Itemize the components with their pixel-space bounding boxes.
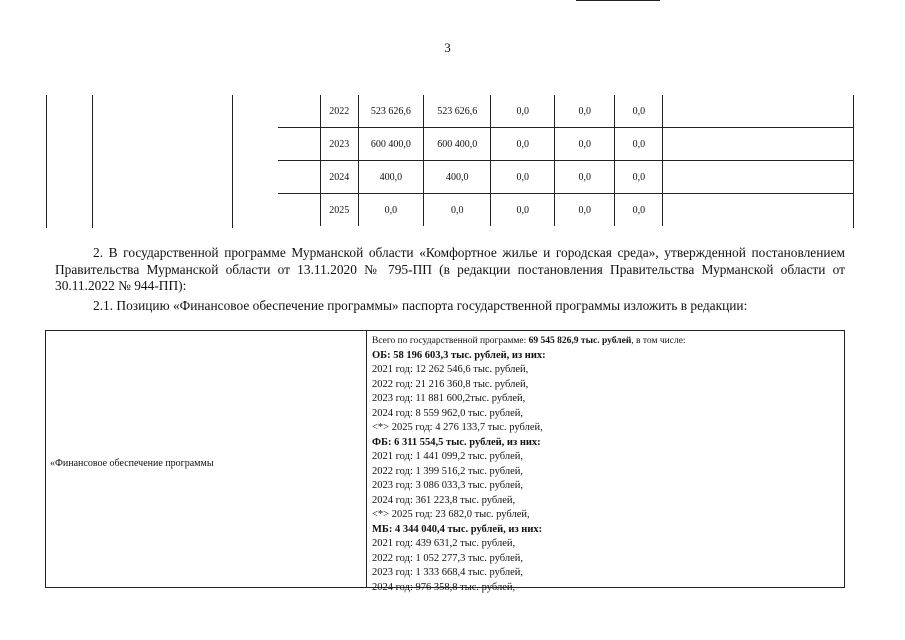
ob-year-line: 2023 год: 11 881 600,2тыс. рублей, — [372, 393, 526, 404]
ob-year-line: 2021 год: 12 262 546,6 тыс. рублей, — [372, 364, 529, 375]
value-cell: 0,0 — [555, 95, 615, 128]
mb-year-line: 2021 год: 439 631,2 тыс. рублей, — [372, 538, 516, 549]
table-divider — [232, 95, 233, 228]
financing-details — [372, 334, 840, 595]
value-cell: 0,0 — [424, 194, 491, 227]
value-cell: 600 400,0 — [424, 128, 491, 161]
table-row — [278, 161, 854, 194]
table-row — [278, 194, 854, 227]
table-border-left — [46, 95, 47, 228]
fb-year-line: 2022 год: 1 399 516,2 тыс. рублей, — [372, 465, 524, 477]
table-cell-empty — [278, 128, 320, 161]
fb-year-line: 2021 год: 1 441 099,2 тыс. рублей, — [372, 451, 524, 462]
table-cell-empty — [278, 95, 320, 128]
mb-year-line: 2023 год: 1 333 668,4 тыс. рублей, — [372, 567, 524, 578]
table-divider — [366, 331, 367, 587]
year-cell: 2024 — [320, 161, 358, 194]
financing-total: 69 545 826,9 тыс. рублей — [528, 336, 632, 346]
value-cell: 0,0 — [491, 194, 555, 227]
table-cell-empty — [663, 194, 854, 227]
fb-year-line: 2024 год: 361 223,8 тыс. рублей, — [372, 494, 516, 506]
ob-year-line: <*> 2025 год: 4 276 133,7 тыс. рублей, — [372, 422, 543, 433]
table-divider — [92, 95, 93, 228]
value-cell: 523 626,6 — [424, 95, 491, 128]
value-cell: 0,0 — [555, 128, 615, 161]
table-cell-empty — [278, 194, 320, 227]
year-cell: 2025 — [320, 194, 358, 227]
value-cell: 600 400,0 — [358, 128, 423, 161]
fb-year-line: <*> 2025 год: 23 682,0 тыс. рублей, — [372, 509, 530, 520]
budget-grid — [278, 95, 854, 226]
value-cell: 0,0 — [615, 194, 663, 227]
value-cell: 0,0 — [491, 161, 555, 194]
value-cell: 0,0 — [491, 95, 555, 128]
financing-table — [45, 330, 845, 593]
financing-label: «Финансовое обеспечение программы — [50, 458, 214, 469]
table-cell-empty — [663, 161, 854, 194]
table-row — [278, 95, 854, 128]
table-row — [278, 128, 854, 161]
year-cell: 2023 — [320, 128, 358, 161]
top-rule — [576, 0, 660, 1]
table-cell-empty — [663, 128, 854, 161]
value-cell: 0,0 — [615, 128, 663, 161]
page-number: 3 — [444, 40, 451, 55]
value-cell: 0,0 — [555, 194, 615, 227]
paragraph-amendment: 2. В государственной программе Мурманской области «Комфортное жилье и городская среда», утвержденной постановлением Правительства Мурманской области от 13.11.2020 № 795-ПП (в редакции постановления Правительства Мурманской области от 30.11.2022 № 944-ПП): — [55, 245, 845, 293]
value-cell: 0,0 — [615, 161, 663, 194]
fb-total: ФБ: 6 311 554,5 тыс. рублей, из них: — [372, 436, 541, 448]
table-cell-empty — [278, 161, 320, 194]
value-cell: 400,0 — [358, 161, 423, 194]
value-cell: 0,0 — [491, 128, 555, 161]
paragraph-position: 2.1. Позицию «Финансовое обеспечение программы» паспорта государственной программы изложить в редакции: — [93, 298, 748, 313]
financing-header: Всего по государственной программе: 69 545 826,9 тыс. рублей, в том числе: — [372, 336, 686, 346]
value-cell: 0,0 — [555, 161, 615, 194]
mb-year-line: 2024 год: 976 358,8 тыс. рублей, — [372, 581, 516, 593]
ob-year-line: 2024 год: 8 559 962,0 тыс. рублей, — [372, 407, 524, 419]
value-cell: 0,0 — [358, 194, 423, 227]
ob-year-line: 2022 год: 21 216 360,8 тыс. рублей, — [372, 378, 529, 390]
mb-year-line: 2022 год: 1 052 277,3 тыс. рублей, — [372, 552, 524, 564]
value-cell: 523 626,6 — [358, 95, 423, 128]
table-cell-empty — [663, 95, 854, 128]
mb-total: МБ: 4 344 040,4 тыс. рублей, из них: — [372, 523, 543, 535]
ob-total: ОБ: 58 196 603,3 тыс. рублей, из них: — [372, 349, 546, 361]
value-cell: 400,0 — [424, 161, 491, 194]
fb-year-line: 2023 год: 3 086 033,3 тыс. рублей, — [372, 480, 524, 491]
value-cell: 0,0 — [615, 95, 663, 128]
year-cell: 2022 — [320, 95, 358, 128]
continuation-table — [46, 95, 854, 228]
